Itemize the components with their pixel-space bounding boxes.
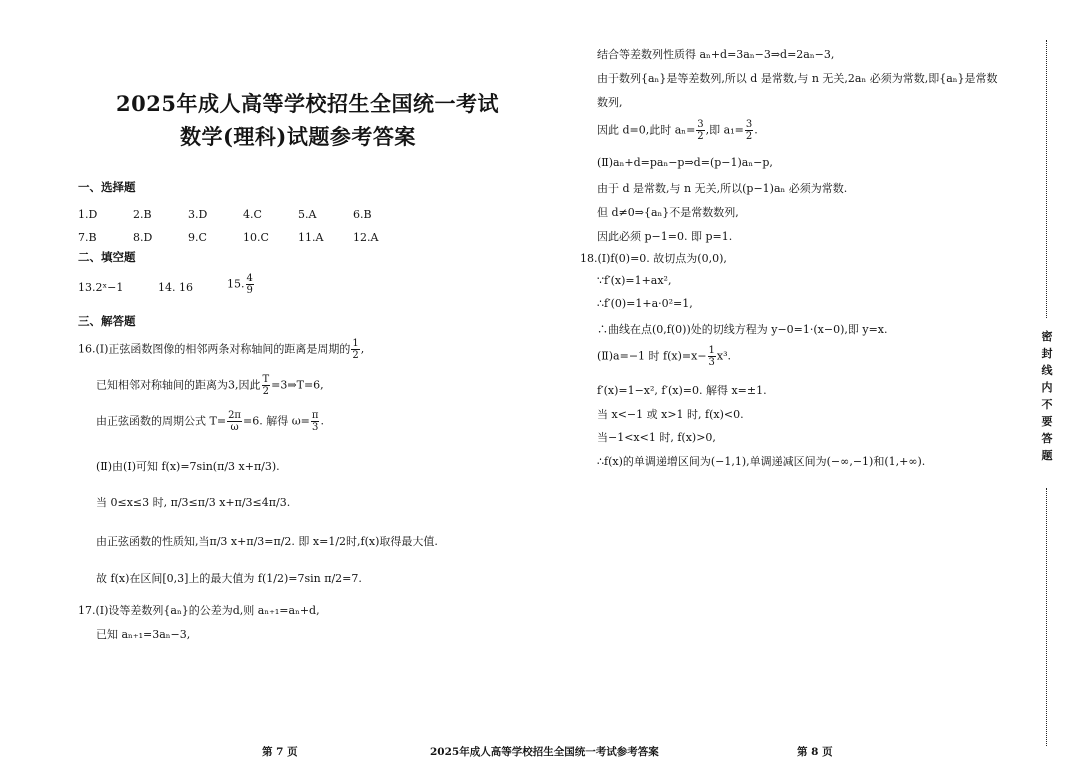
answer-item: 7.B: [78, 231, 97, 244]
answer-item: 11.A: [298, 231, 324, 244]
q16-line1-end: ,: [360, 342, 365, 356]
q16-line3: [96, 410, 324, 433]
q16-line4: (Ⅱ)由(Ⅰ)可知 f(x)=7sin(π/3 x+π/3).: [96, 460, 280, 473]
fill-answer-15-prefix: 15.: [227, 277, 245, 291]
seal-line-bottom: [1046, 488, 1047, 746]
fraction-denominator: 2: [352, 350, 359, 361]
fraction-denominator: 3: [708, 357, 715, 368]
fraction: [311, 410, 320, 433]
fraction: [246, 273, 254, 296]
fraction-numerator: 3: [745, 119, 753, 130]
q18-line9: ∴f(x)的单调递增区间为(−1,1),单调递减区间为(−∞,−1)和(1,+∞).: [597, 455, 926, 468]
section-heading-choice: 一、选择题: [78, 180, 136, 194]
seal-line-top: [1046, 40, 1047, 318]
q16-line2-text: 已知相邻对称轴间的距离为3,因此: [96, 378, 261, 392]
q16-line7: 故 f(x)在区间[0,3]上的最大值为 f(1/2)=7sin π/2=7.: [96, 572, 362, 585]
answer-item: 4.C: [243, 208, 262, 221]
q18-line7: 当 x<−1 或 x>1 时, f(x)<0.: [597, 408, 744, 421]
q18-line8: 当−1<x<1 时, f(x)>0,: [597, 431, 716, 444]
fill-answer-13: 13.2ˣ−1: [78, 281, 124, 294]
q17-right-line6: 由于 d 是常数,与 n 无关,所以(p−1)aₙ 必须为常数.: [597, 182, 848, 195]
fraction: [262, 374, 271, 397]
q17-right-line5: (Ⅱ)aₙ+d=paₙ−p⇒d=(p−1)aₙ−p,: [597, 156, 773, 169]
q17-right-line2: 由于数列{aₙ}是等差数列,所以 d 是常数,与 n 无关,2aₙ 必须为常数,即{aₙ}是常数: [597, 72, 998, 85]
q18-line5-text: (Ⅱ)a=−1 时 f(x)=x−: [597, 349, 707, 363]
q18-line5-end: x³.: [716, 349, 732, 363]
q18-line2: ∵f′(x)=1+ax²,: [597, 274, 672, 287]
page-title-line2: 数学(理科)试题参考答案: [180, 124, 416, 149]
fraction-denominator: ω: [230, 422, 239, 433]
fill-answer-14: 14. 16: [158, 281, 193, 294]
fraction-numerator: 1: [708, 345, 715, 356]
q17-line2: 已知 aₙ₊₁=3aₙ−3,: [96, 628, 191, 641]
fraction-numerator: 3: [697, 119, 704, 130]
q17-right-line4-text: 因此 d=0,此时 aₙ=: [597, 123, 696, 137]
answer-item: 12.A: [353, 231, 379, 244]
q16-line5: 当 0≤x≤3 时, π/3≤π/3 x+π/3≤4π/3.: [96, 496, 291, 509]
q18-line6: f′(x)=1−x², f′(x)=0. 解得 x=±1.: [597, 384, 767, 397]
q16-line3-mid: =6. 解得 ω=: [243, 414, 310, 428]
q17-right-line8: 因此必须 p−1=0. 即 p=1.: [597, 230, 733, 243]
q18-line3: ∴f′(0)=1+a·0²=1,: [597, 297, 693, 310]
choice-answers-row2: [78, 226, 408, 245]
fraction: [708, 345, 716, 368]
fraction: [351, 338, 359, 361]
seal-notice: 密封线内不要答题: [1041, 330, 1053, 462]
fraction-numerator: T: [262, 374, 270, 385]
page-number-right: 第 8 页: [797, 746, 833, 758]
fraction-numerator: 1: [352, 338, 359, 349]
fraction: [696, 119, 704, 142]
q17-right-line4-end: .: [754, 123, 758, 137]
q16-line3-end: .: [320, 414, 324, 428]
fraction: [745, 119, 753, 142]
q17-right-line4: [597, 119, 758, 142]
fraction-denominator: 2: [697, 131, 704, 142]
answer-item: 9.C: [188, 231, 207, 244]
answer-item: 6.B: [353, 208, 372, 221]
q18-line4: ∴曲线在点(0,f(0))处的切线方程为 y−0=1·(x−0),即 y=x.: [597, 323, 888, 336]
fraction-denominator: 2: [262, 386, 270, 397]
q17-right-line7: 但 d≠0⇒{aₙ}不是常数数列,: [597, 206, 739, 219]
q18-line5: [597, 345, 731, 368]
q17-right-line3: 数列,: [597, 96, 623, 109]
answer-item: 10.C: [243, 231, 269, 244]
fraction-denominator: 9: [246, 285, 253, 296]
q17-right-line4-mid: ,即 a₁=: [705, 123, 744, 137]
q17-right-line1: 结合等差数列性质得 aₙ+d=3aₙ−3⇒d=2aₙ−3,: [597, 48, 835, 61]
section-heading-solve: 三、解答题: [78, 314, 136, 328]
answer-item: 5.A: [298, 208, 317, 221]
fraction-denominator: 3: [312, 422, 319, 433]
choice-answers-row1: [78, 203, 408, 222]
answer-item: 2.B: [133, 208, 152, 221]
q16-line2-end: =3⇒T=6,: [271, 378, 324, 392]
fraction: [227, 410, 242, 433]
q16-line2: [96, 374, 324, 397]
page-number-left: 第 7 页: [262, 746, 298, 758]
q17-line1: 17.(Ⅰ)设等差数列{aₙ}的公差为d,则 aₙ₊₁=aₙ+d,: [78, 604, 320, 617]
section-heading-fill: 二、填空题: [78, 250, 136, 264]
fraction-numerator: 2π: [228, 410, 241, 421]
page-title-line1: 2025年成人高等学校招生全国统一考试: [116, 91, 499, 116]
fraction-numerator: π: [311, 410, 319, 421]
fraction-denominator: 2: [745, 131, 753, 142]
q16-line1: [78, 338, 364, 361]
q18-line1: 18.(Ⅰ)f(0)=0. 故切点为(0,0),: [580, 252, 727, 265]
fill-answer-15: [227, 273, 255, 296]
q16-line6: 由正弦函数的性质知,当π/3 x+π/3=π/2. 即 x=1/2时,f(x)取得最大值.: [96, 535, 438, 548]
answer-item: 3.D: [188, 208, 208, 221]
answer-item: 1.D: [78, 208, 98, 221]
q16-line1-text: 16.(Ⅰ)正弦函数图像的相邻两条对称轴间的距离是周期的: [78, 342, 351, 356]
answer-item: 8.D: [133, 231, 153, 244]
fraction-numerator: 4: [246, 273, 253, 284]
footer-title: 2025年成人高等学校招生全国统一考试参考答案: [430, 746, 659, 758]
q16-line3-text: 由正弦函数的周期公式 T=: [96, 414, 227, 428]
